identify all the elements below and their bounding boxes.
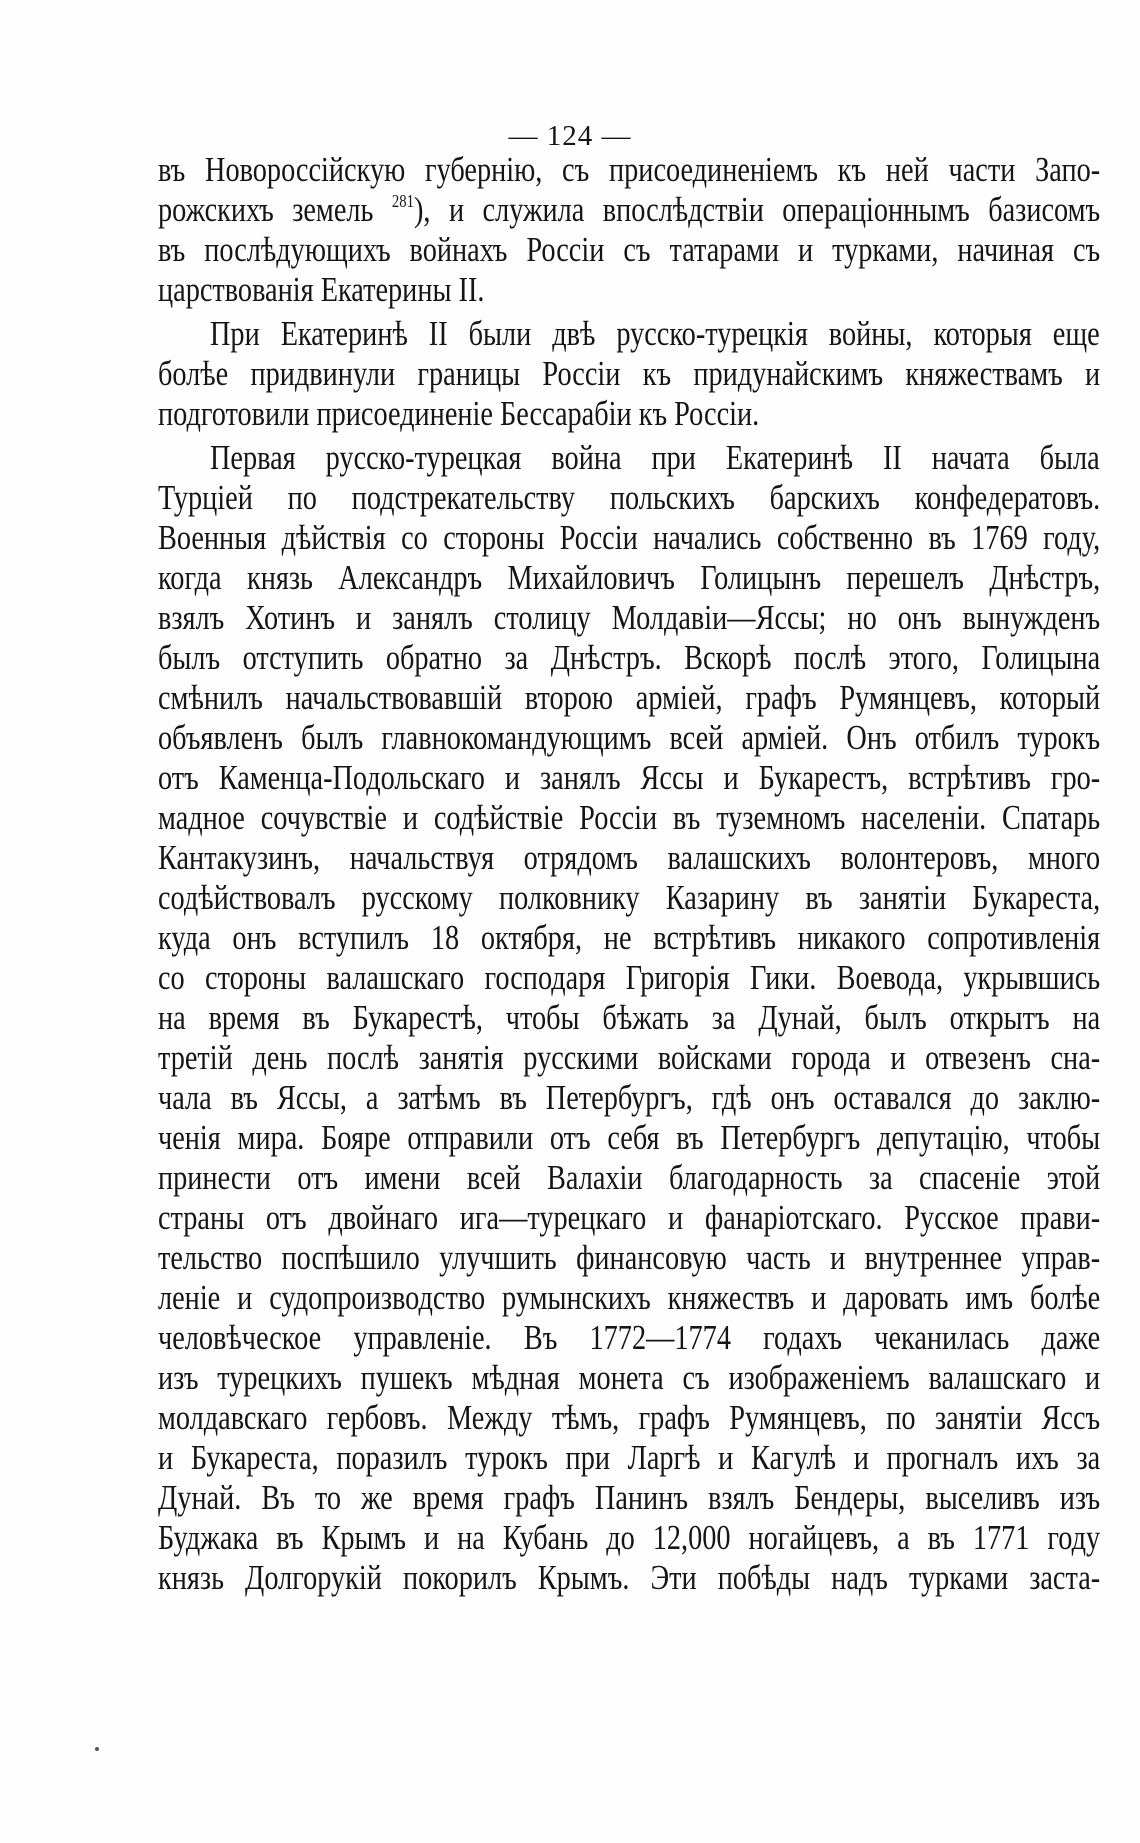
text-line: молдавскаго гербовъ. Между тѣмъ, графъ Румянцевъ, по занятіи Яссъ	[158, 1399, 1101, 1437]
paragraph-first-line: При Екатеринѣ II были двѣ русско-турецкія войны, которыя еще	[210, 315, 1100, 353]
text-line: отъ Каменца-Подольскаго и занялъ Яссы и Букарестъ, встрѣтивъ гро-	[158, 759, 1101, 797]
text-line: объявленъ былъ главнокомандующимъ всей арміей. Онъ отбилъ турокъ	[158, 719, 1101, 757]
text-line: человѣческое управленіе. Въ 1772—1774 годахъ чеканилась даже	[158, 1319, 1101, 1357]
paragraph-first-line: Первая русско-турецкая война при Екатеринѣ II начата была	[210, 439, 1100, 477]
text-fragment: ), и служила впослѣдствіи операціоннымъ базисомъ	[414, 191, 1101, 229]
text-line: подготовили присоединеніе Бессарабіи къ Россіи.	[158, 395, 760, 433]
footnote-reference: 281	[391, 191, 415, 211]
page-number: — 124 —	[508, 120, 632, 152]
text-line: въ послѣдующихъ войнахъ Россіи съ татарами и турками, начиная съ	[158, 231, 1101, 269]
text-fragment: рожскихъ земель	[158, 191, 374, 229]
text-line: былъ отступить обратно за Днѣстръ. Вскорѣ послѣ этого, Голицына	[158, 639, 1101, 677]
text-line: царствованія Екатерины II.	[158, 271, 485, 309]
text-line: страны отъ двойнаго ига—турецкаго и фанаріотскаго. Русское прави-	[158, 1199, 1101, 1237]
text-line: ченія мира. Бояре отправили отъ себя въ Петербургъ депутацію, чтобы	[158, 1119, 1101, 1157]
text-line: мадное сочувствіе и содѣйствіе Россіи въ туземномъ населеніи. Спатарь	[158, 799, 1101, 837]
text-line-with-footnote	[158, 190, 1100, 230]
text-line: третій день послѣ занятія русскими войсками города и отвезенъ сна-	[158, 1039, 1101, 1077]
text-line: Дунай. Въ то же время графъ Панинъ взялъ Бендеры, выселивъ изъ	[158, 1479, 1101, 1517]
text-line: Кантакузинъ, начальствуя отрядомъ валашскихъ волонтеровъ, много	[158, 839, 1101, 877]
text-line: принести отъ имени всей Валахіи благодарность за спасеніе этой	[158, 1159, 1101, 1197]
text-line: изъ турецкихъ пушекъ мѣдная монета съ изображеніемъ валашскаго и	[158, 1359, 1101, 1397]
text-line: князь Долгорукій покорилъ Крымъ. Эти побѣды надъ турками заста-	[158, 1559, 1101, 1597]
text-line: и Букареста, поразилъ турокъ при Ларгѣ и Кагулѣ и прогналъ ихъ за	[158, 1439, 1101, 1477]
scan-speck	[95, 1747, 99, 1751]
text-line: когда князь Александръ Михайловичъ Голицынъ перешелъ Днѣстръ,	[158, 559, 1101, 597]
text-line: Турціей по подстрекательству польскихъ барскихъ конфедератовъ.	[158, 479, 1101, 517]
text-line: Военныя дѣйствія со стороны Россіи начались собственно въ 1769 году,	[158, 519, 1101, 557]
text-line: тельство поспѣшило улучшить финансовую часть и внутреннее управ-	[158, 1239, 1101, 1277]
text-line: содѣйствовалъ русскому полковнику Казарину въ занятіи Букареста,	[158, 879, 1101, 917]
text-line: взялъ Хотинъ и занялъ столицу Молдавіи—Яссы; но онъ вынужденъ	[158, 599, 1101, 637]
text-line: болѣе придвинули границы Россіи къ придунайскимъ княжествамъ и	[158, 355, 1101, 393]
text-line: въ Новороссійскую губернію, съ присоединеніемъ къ ней части Запо-	[158, 151, 1101, 189]
text-line: со стороны валашскаго господаря Григорія Гики. Воевода, укрывшись	[158, 959, 1101, 997]
text-line: смѣнилъ начальствовавшій второю арміей, графъ Румянцевъ, который	[158, 679, 1101, 717]
text-line: на время въ Букарестѣ, чтобы бѣжать за Дунай, былъ открытъ на	[158, 999, 1101, 1037]
text-line: леніе и судопроизводство румынскихъ княжествъ и даровать имъ болѣе	[158, 1279, 1101, 1317]
text-line: куда онъ вступилъ 18 октября, не встрѣтивъ никакого сопротивленія	[158, 919, 1101, 957]
text-line: чала въ Яссы, а затѣмъ въ Петербургъ, гдѣ онъ оставался до заклю-	[158, 1079, 1101, 1117]
text-line: Буджака въ Крымъ и на Кубань до 12,000 ногайцевъ, а въ 1771 году	[158, 1519, 1101, 1557]
